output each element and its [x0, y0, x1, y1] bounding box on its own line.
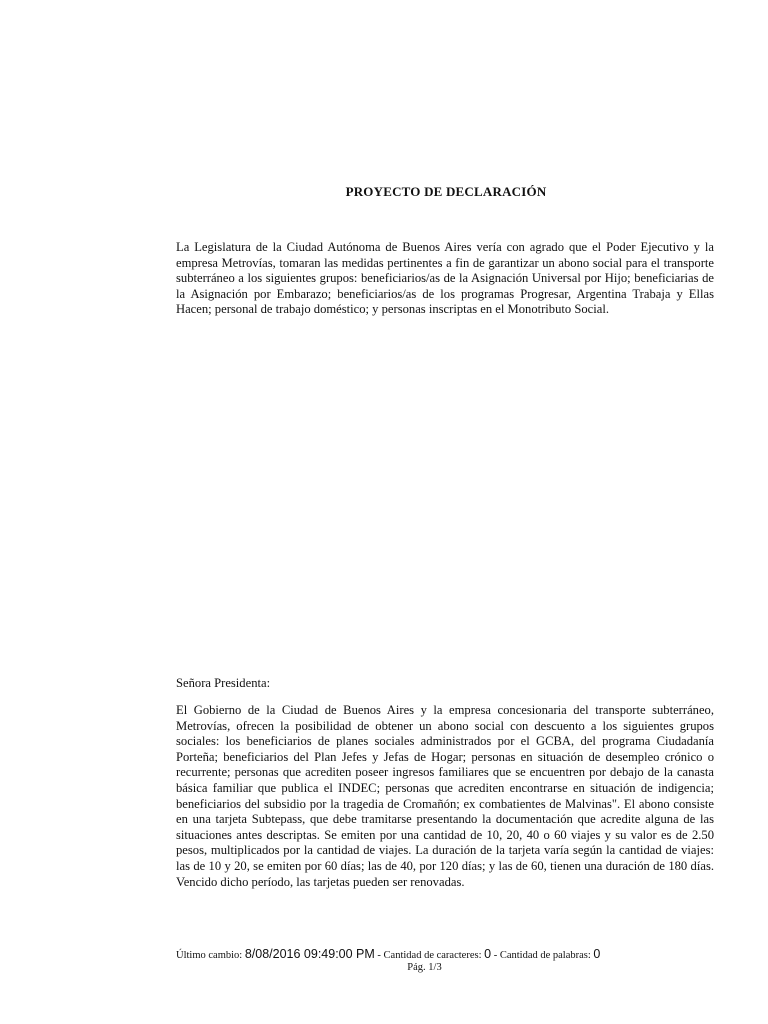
page-number: Pág. 1/3 — [407, 962, 442, 973]
body-paragraph: El Gobierno de la Ciudad de Buenos Aires y la empresa concesionaria del transporte subterráneo, Metrovías, ofrecen la posibilidad de obtener un abono social con descuento a los siguientes grupos sociales: los beneficiarios de planes sociales administrados por el GCBA, del programa Ciudadanía Porteña; beneficiarios del Plan Jefes y Jefas de Hogar; personas en situación de desempleo crónico o recurrente; personas que acrediten poseer ingresos familiares que se encuentren por debajo de la canasta básica familiar que publica el INDEC; personas que acrediten encontrarse en situación de indigencia; beneficiarios del subsidio por la tragedia de Cromañón; ex combatientes de Malvinas". El abono consiste en una tarjeta Subtepass, que debe tramitarse presentando la documentación que acredite alguna de las situaciones antes descriptas. Se emiten por una cantidad de 10, 20, 40 o 60 viajes y su valor es de 2.50 pesos, multiplicados por la cantidad de viajes. La duración de la tarjeta varía según la cantidad de viajes: las de 10 y 20, se emiten por 60 días; las de 40, por 120 días; y las de 60, tienen una duración de 180 días. Vencido dicho período, las tarjetas pueden ser renovadas. — [176, 703, 714, 889]
word-count-value: 0 — [593, 947, 601, 961]
char-count-label: Cantidad de caracteres: — [383, 950, 482, 961]
footer-metadata — [176, 947, 696, 961]
last-change-label: Último cambio: — [176, 950, 243, 961]
last-change-value: 8/08/2016 09:49:00 PM — [244, 947, 375, 961]
char-count-value: 0 — [484, 947, 492, 961]
word-count-label: Cantidad de palabras: — [499, 950, 591, 961]
footer-separator: - — [493, 950, 500, 961]
document-title: PROYECTO DE DECLARACIÓN — [345, 184, 547, 199]
salutation: Señora Presidenta: — [176, 676, 271, 690]
footer-separator: - — [377, 950, 384, 961]
declaration-paragraph: La Legislatura de la Ciudad Autónoma de Buenos Aires vería con agrado que el Poder Ejecutivo y la empresa Metrovías, tomaran las medidas pertinentes a fin de garantizar un abono social para el transporte subterráneo a los siguientes grupos: beneficiarios/as de la Asignación Universal por Hijo; beneficiarias de la Asignación por Embarazo; beneficiarios/as de los programas Progresar, Argentina Trabaja y Ellas Hacen; personal de trabajo doméstico; y personas inscriptas en el Monotributo Social. — [176, 240, 714, 317]
